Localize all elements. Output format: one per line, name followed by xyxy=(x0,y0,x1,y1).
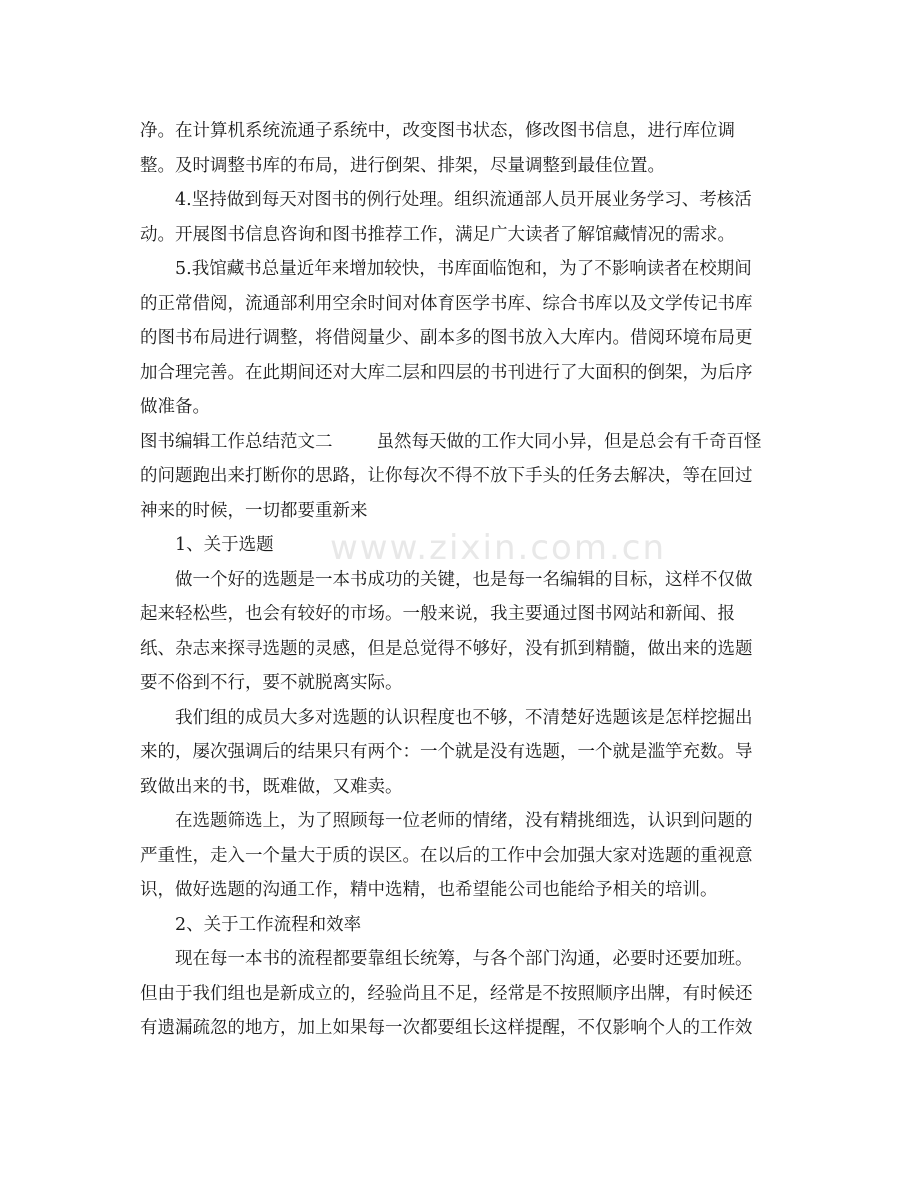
section-title: 图书编辑工作总结范文二 xyxy=(140,431,333,452)
document-body xyxy=(140,114,780,1046)
subheading: 1、关于选题 xyxy=(175,535,274,555)
text-line: 净。在计算机系统流通子系统中，改变图书状态，修改图书信息，进行库位调 xyxy=(140,121,735,141)
text-line: 4.坚持做到每天对图书的例行处理。组织流通部人员开展业务学习、考核活 xyxy=(175,190,752,210)
text-line: 的问题跑出来打断你的思路，让你每次不得不放下手头的任务去解决，等在回过 xyxy=(140,466,753,486)
text-line: 做一个好的选题是一本书成功的关键，也是每一名编辑的目标，这样不仅做 xyxy=(175,569,753,590)
text-line: 现在每一本书的流程都要靠组长统筹，与各个部门沟通，必要时还要加班。 xyxy=(175,949,753,969)
text-line: 致做出来的书，既难做，又难卖。 xyxy=(140,776,403,797)
text-line: 来的，屡次强调后的结果只有两个：一个就是没有选题，一个就是滥竽充数。导 xyxy=(140,742,753,762)
text-line: 加合理完善。在此期间还对大库二层和四层的书刊进行了大面积的倒架，为后序 xyxy=(140,362,753,383)
text-line: 我们组的成员大多对选题的认识程度也不够，不清楚好选题该是怎样挖掘出 xyxy=(175,707,753,728)
text-line: 纸、杂志来探寻选题的灵感，但是总觉得不够好，没有抓到精髓，做出来的选题 xyxy=(140,638,753,659)
text-line: 神来的时候，一切都要重新来 xyxy=(140,500,368,521)
text-line: 动。开展图书信息咨询和图书推荐工作，满足广大读者了解馆藏情况的需求。 xyxy=(140,224,735,245)
text-line: 做准备。 xyxy=(140,397,210,417)
text-line: 5.我馆藏书总量近年来增加较快，书库面临饱和，为了不影响读者在校期间 xyxy=(175,259,752,279)
text-line: 但由于我们组也是新成立的，经验尚且不足，经常是不按照顺序出牌，有时候还 xyxy=(140,983,753,1004)
watermark: www.zixin.com.cn xyxy=(330,528,666,568)
text-line: 严重性，走入一个量大于质的误区。在以后的工作中会加强大家对选题的重视意 xyxy=(140,845,753,866)
text-line: 识，做好选题的沟通工作，精中选精，也希望能公司也能给予相关的培训。 xyxy=(140,880,718,900)
text-line: 要不俗到不行，要不就脱离实际。 xyxy=(140,673,403,693)
text-line: 起来轻松些，也会有较好的市场。一般来说，我主要通过图书网站和新闻、报 xyxy=(140,604,735,624)
text-line: 的图书布局进行调整，将借阅量少、副本多的图书放入大库内。借阅环境布局更 xyxy=(140,328,753,348)
section-heading-line xyxy=(140,425,780,460)
text-line: 有遗漏疏忽的地方，加上如果每一次都要组长这样提醒，不仅影响个人的工作效 xyxy=(140,1018,753,1038)
text-line: 在选题筛选上，为了照顾每一位老师的情绪，没有精挑细选，认识到问题的 xyxy=(175,811,753,831)
text-line: 整。及时调整书库的布局，进行倒架、排架，尽量调整到最佳位置。 xyxy=(140,155,665,176)
text-line: 虽然每天做的工作大同小异，但是总会有千奇百怪 xyxy=(376,431,762,452)
subheading: 2、关于工作流程和效率 xyxy=(175,914,362,935)
text-line: 的正常借阅，流通部利用空余时间对体育医学书库、综合书库以及文学传记书库 xyxy=(140,293,753,314)
